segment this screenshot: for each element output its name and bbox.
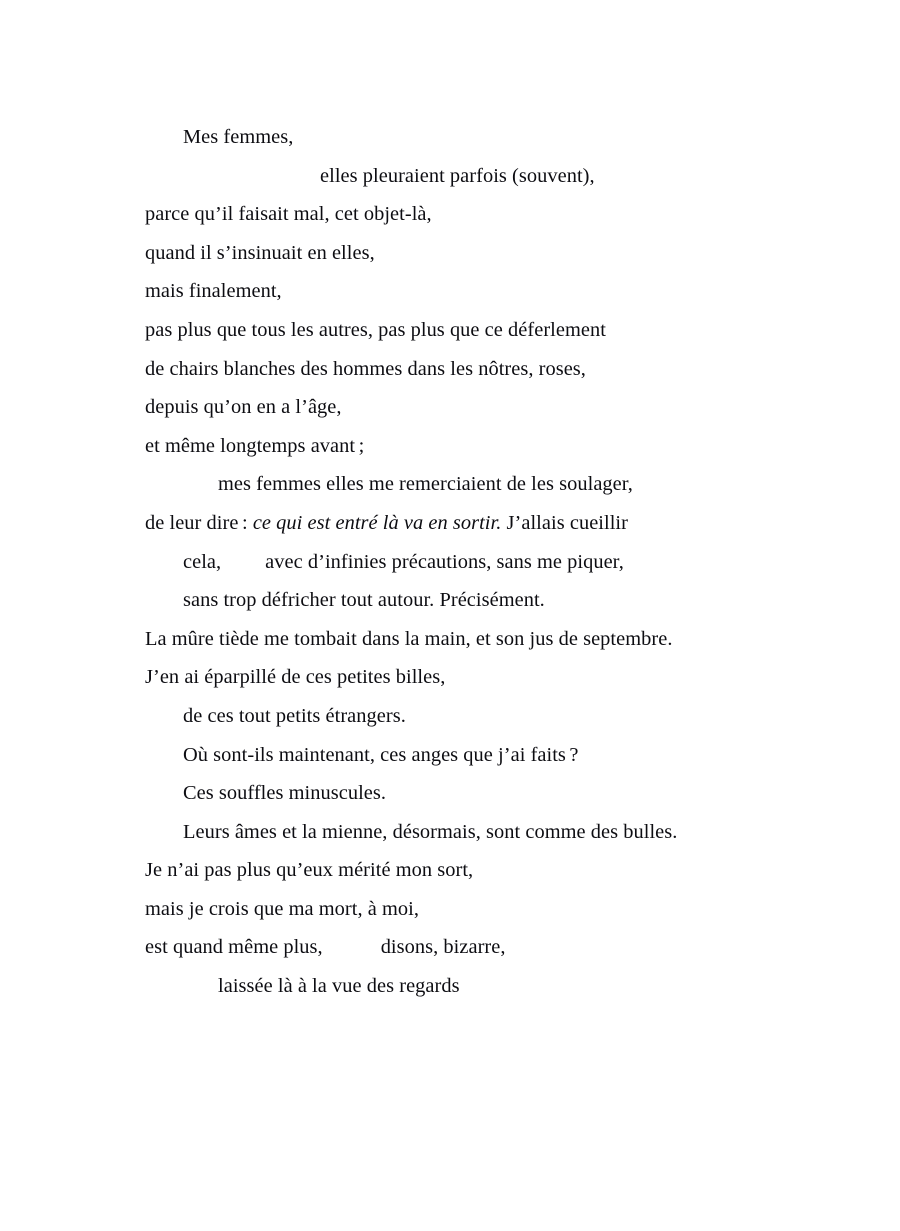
line-text: ;: [358, 434, 365, 457]
line-text: J’en ai éparpillé de ces petites billes,: [145, 666, 446, 689]
line-text: de leur dire: [145, 511, 239, 534]
line-text: et même longtemps avant: [145, 434, 356, 457]
poem-line: [0, 504, 900, 543]
poem-line: [0, 234, 900, 273]
line-text: elles pleuraient parfois (souvent),: [320, 164, 595, 187]
line-text: :: [241, 511, 253, 534]
line-text: mes femmes elles me remerciaient de les soulager,: [218, 473, 633, 496]
poem-line: [0, 928, 900, 967]
poem-line: [0, 195, 900, 234]
line-text: Où sont-ils maintenant, ces anges que j’ai faits: [183, 743, 566, 766]
line-text: mais je crois que ma mort, à moi,: [145, 897, 420, 920]
poem-line: [0, 118, 900, 157]
line-text: quand il s’insinuait en elles,: [145, 241, 375, 264]
line-text: mais finalement,: [145, 280, 282, 303]
poem-line: [0, 774, 900, 813]
line-text: J’allais cueillir: [501, 511, 628, 534]
poem-line: [0, 890, 900, 929]
line-text: laissée là à la vue des regards: [218, 975, 460, 998]
poem-line: [0, 388, 900, 427]
poem-line: [0, 658, 900, 697]
line-text: Je n’ai pas plus qu’eux mérité mon sort,: [145, 859, 474, 882]
poem-line: [0, 813, 900, 852]
line-text: ?: [569, 743, 579, 766]
poem-line: [0, 427, 900, 466]
poem-line: [0, 157, 900, 196]
poem-line: [0, 620, 900, 659]
poem-line: [0, 581, 900, 620]
line-text: cela,: [183, 550, 222, 573]
line-text: est quand même plus,: [145, 936, 323, 959]
line-text: de ces tout petits étrangers.: [183, 704, 406, 727]
poem-line: [0, 350, 900, 389]
line-text: Mes femmes,: [183, 126, 294, 148]
poem-line: [0, 465, 900, 504]
italic-phrase: ce qui est entré là va en sortir.: [252, 511, 502, 534]
line-text: parce qu’il faisait mal, cet objet-là,: [145, 203, 432, 226]
poem-line: [0, 311, 900, 350]
poem-line: [0, 851, 900, 890]
line-text: pas plus que tous les autres, pas plus que ce déferlement: [145, 318, 606, 341]
line-text: Leurs âmes et la mienne, désormais, sont comme des bulles.: [183, 820, 678, 843]
line-text: depuis qu’on en a l’âge,: [145, 396, 342, 419]
line-text: de chairs blanches des hommes dans les nôtres, roses,: [145, 357, 586, 380]
line-text: Ces souffles minuscules.: [183, 782, 387, 805]
poem-body: [0, 118, 900, 1006]
poem-line: [0, 543, 900, 582]
line-text: La mûre tiède me tombait dans la main, et son jus de septembre.: [145, 627, 673, 650]
poem-line: [0, 272, 900, 311]
line-text: disons, bizarre,: [380, 936, 506, 959]
poem-line: [0, 736, 900, 775]
line-text: avec d’infinies précautions, sans me piquer,: [265, 550, 624, 573]
poem-line: [0, 967, 900, 1006]
poem-line: [0, 697, 900, 736]
line-text: sans trop défricher tout autour. Précisément.: [183, 589, 545, 612]
